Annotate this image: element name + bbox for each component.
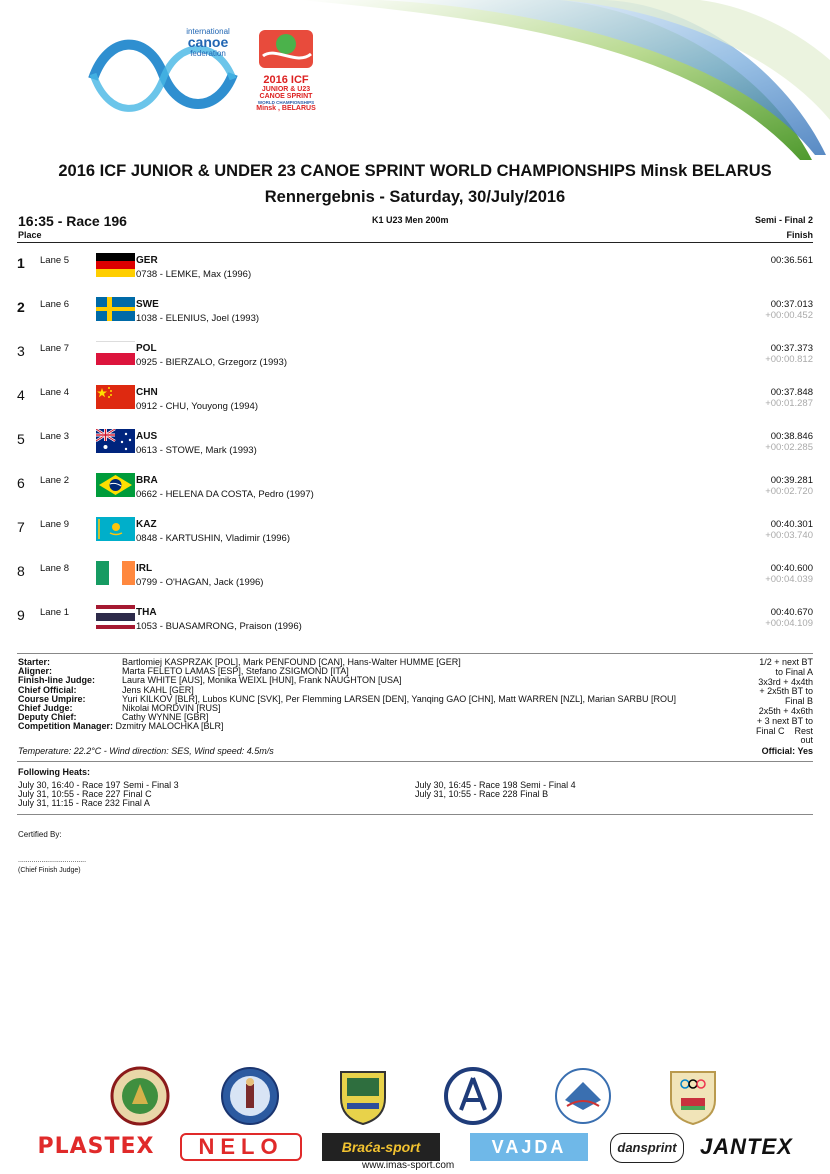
time-behind: +00:00.452: [765, 310, 813, 321]
official-label: Chief Judge:: [18, 703, 73, 714]
sponsor-jantex: JANTEX: [700, 1134, 793, 1159]
progression-line: 2x5th + 4x6th: [758, 705, 813, 716]
official-label: Finish-line Judge:: [18, 675, 96, 686]
following-heat: July 31, 10:55 - Race 228 Final B: [415, 789, 549, 799]
lane: Lane 4: [40, 387, 70, 398]
event-logo-line4: WORLD CHAMPIONSHIPS: [257, 100, 315, 105]
result-row: [0, 605, 830, 649]
page-title: 2016 ICF JUNIOR & UNDER 23 CANOE SPRINT WORLD CHAMPIONSHIPS Minsk BELARUS: [58, 162, 772, 180]
official-value: Yuri KILKOV [BLR], Lubos KUNC [SVK], Per Flemming LARSEN [DEN], Yanqing GAO [CHN], Matt WARREN [NZL], Marian SARBU [ROU]: [122, 693, 676, 704]
progression-line: to Final A: [775, 666, 813, 677]
sponsor-dansprint: dansprint: [610, 1133, 684, 1163]
place: 6: [17, 475, 25, 491]
place: 3: [17, 343, 25, 359]
following-heat: July 31, 10:55 - Race 227 Final C: [18, 789, 152, 799]
lane: Lane 3: [40, 431, 70, 442]
progression-line: Final B: [784, 696, 813, 707]
lane: Lane 8: [40, 563, 70, 574]
athlete: 0925 - BIERZALO, Grzegorz (1993): [136, 357, 288, 368]
progression-line: 1/2 + next BT: [759, 657, 813, 667]
official-label: Aligner:: [18, 666, 53, 677]
header-divider: [17, 242, 813, 243]
place: 1: [17, 255, 25, 271]
time-behind: +00:03.740: [765, 530, 813, 541]
official-label: Starter:: [18, 657, 51, 667]
following-heats-left: [18, 781, 179, 808]
lane: Lane 1: [40, 607, 70, 618]
country: POL: [136, 343, 157, 354]
official-row: [18, 722, 676, 731]
flag-swe-icon: [96, 297, 135, 321]
lane: Lane 2: [40, 475, 70, 486]
lane: Lane 5: [40, 255, 70, 266]
following-heat: July 30, 16:40 - Race 197 Semi - Final 3: [18, 780, 179, 790]
finish-time: 00:36.561: [770, 255, 813, 266]
country: KAZ: [136, 519, 157, 530]
progression-line: + 2x5th BT to: [759, 686, 813, 697]
athlete: 1053 - BUASAMRONG, Praison (1996): [136, 621, 302, 632]
following-divider: [17, 814, 813, 815]
lane: Lane 7: [40, 343, 70, 354]
website-url: www.imas-sport.com: [362, 1160, 455, 1171]
following-heats-title: Following Heats:: [18, 767, 90, 777]
official-value: Laura WHITE [AUS], Monika WEIXL [HUN], Frank NAUGHTON [USA]: [122, 675, 402, 686]
official-row: [18, 695, 676, 704]
athlete: 0848 - KARTUSHIN, Vladimir (1996): [136, 533, 290, 544]
official-value: Bartlomiej KASPRZAK [POL], Mark PENFOUND [CAN], Hans-Walter HUMME [GER]: [122, 657, 461, 667]
athlete: 0799 - O'HAGAN, Jack (1996): [136, 577, 264, 588]
official-value: Dzmitry MALOCHKA [BLR]: [115, 721, 224, 732]
officials-divider: [17, 761, 813, 762]
page-subtitle: Rennergebnis - Saturday, 30/July/2016: [264, 188, 566, 206]
flag-irl-icon: [96, 561, 135, 585]
time-behind: +00:04.039: [765, 574, 813, 585]
official-value: Nikolai MORDVIN [RUS]: [122, 703, 221, 714]
officials-list: [18, 658, 676, 732]
time-behind: +00:00.812: [765, 354, 813, 365]
result-row: [0, 297, 830, 341]
result-row: [0, 429, 830, 473]
progression-line: out: [800, 735, 813, 746]
country: BRA: [136, 475, 158, 486]
icf-org-line3: federation: [190, 49, 226, 58]
place: 7: [17, 519, 25, 535]
sponsor-nelo: NELO: [180, 1133, 302, 1161]
progression-line: + 3 next BT to: [756, 715, 813, 726]
crest-olympic-icon: [663, 1066, 723, 1126]
official-label: Competition Manager:: [18, 721, 114, 732]
sponsor-vajda: VAJDA: [470, 1133, 588, 1161]
country: CHN: [136, 387, 158, 398]
flag-bra-icon: [96, 473, 135, 497]
finish-time: 00:40.600: [770, 563, 813, 574]
official-row: [18, 676, 676, 685]
athlete: 1038 - ELENIUS, Joel (1993): [136, 313, 260, 324]
crest-emblem-icon: [110, 1066, 170, 1126]
race-phase: Semi - Final 2: [754, 215, 813, 225]
finish-header: Finish: [786, 230, 813, 240]
results-divider: [17, 653, 813, 654]
flag-tha-icon: [96, 605, 135, 629]
athlete: 0662 - HELENA DA COSTA, Pedro (1997): [136, 489, 314, 500]
event-logo-line5: Minsk , BELARUS: [256, 105, 316, 112]
finish-time: 00:39.281: [770, 475, 813, 486]
place: 5: [17, 431, 25, 447]
official-value: Jens KAHL [GER]: [122, 684, 194, 695]
time-behind: +00:01.287: [765, 398, 813, 409]
official-value: Marta FELETO LAMAS [ESP], Stefano ZSIGMOND [ITA]: [122, 666, 349, 677]
result-row: [0, 385, 830, 429]
flag-ger-icon: [96, 253, 135, 277]
official-label: Deputy Chief:: [18, 712, 77, 723]
race-time-number: 16:35 - Race 196: [18, 213, 127, 229]
official-label: Chief Official:: [18, 684, 77, 695]
signature-line: ...................................: [18, 857, 87, 864]
time-behind: +00:04.109: [765, 618, 813, 629]
sponsor-plastex: PLASTEX: [37, 1134, 155, 1159]
athlete: 0738 - LEMKE, Max (1996): [136, 269, 252, 280]
country: AUS: [136, 431, 158, 442]
icf-org-line1: international: [186, 27, 230, 36]
time-behind: +00:02.285: [765, 442, 813, 453]
result-row: [0, 341, 830, 385]
crest-federation-icon: [553, 1066, 613, 1126]
weather-conditions: Temperature: 22.2°C - Wind direction: SES, Wind speed: 4.5m/s: [18, 746, 274, 756]
official-status: Official: Yes: [761, 746, 813, 756]
flag-pol-icon: [96, 341, 135, 365]
flag-aus-icon: [96, 429, 135, 453]
event-logo-line2: JUNIOR & U23: [261, 86, 311, 93]
icf-logo: [88, 24, 238, 124]
crest-shield-icon: [333, 1066, 393, 1126]
country: THA: [136, 607, 157, 618]
progression-line: 3x3rd + 4x4th: [758, 676, 813, 687]
athlete: 0912 - CHU, Youyong (1994): [136, 401, 258, 412]
place: 9: [17, 607, 25, 623]
following-heat: July 30, 16:45 - Race 198 Semi - Final 4: [415, 780, 576, 790]
progression-line: Final C Rest: [755, 725, 813, 736]
following-heats-right: [415, 781, 576, 799]
certified-by-label: Certified By:: [18, 830, 62, 839]
lane: Lane 6: [40, 299, 70, 310]
place-header: Place: [18, 230, 42, 240]
progression-rules: [743, 658, 813, 746]
crest-saint-icon: [220, 1066, 280, 1126]
sponsor-braca-sport: Braća-sport: [322, 1133, 440, 1161]
lane: Lane 9: [40, 519, 70, 530]
official-row: [18, 704, 676, 713]
time-behind: +00:02.720: [765, 486, 813, 497]
finish-time: 00:37.013: [770, 299, 813, 310]
place: 4: [17, 387, 25, 403]
finish-time: 00:37.373: [770, 343, 813, 354]
result-row: [0, 253, 830, 297]
finish-time: 00:40.670: [770, 607, 813, 618]
flag-chn-icon: [96, 385, 135, 409]
flag-kaz-icon: [96, 517, 135, 541]
following-heat: July 31, 11:15 - Race 232 Final A: [18, 798, 150, 808]
finish-time: 00:40.301: [770, 519, 813, 530]
place: 2: [17, 299, 25, 315]
finish-time: 00:37.848: [770, 387, 813, 398]
event-logo-line1: 2016 ICF: [263, 74, 309, 86]
country: IRL: [136, 563, 153, 574]
crest-anchor-icon: [443, 1066, 503, 1126]
country: SWE: [136, 299, 159, 310]
result-row: [0, 561, 830, 605]
result-row: [0, 517, 830, 561]
place: 8: [17, 563, 25, 579]
chief-finish-judge-label: (Chief Finish Judge): [18, 867, 81, 874]
event-logo: [255, 26, 317, 116]
athlete: 0613 - STOWE, Mark (1993): [136, 445, 257, 456]
country: GER: [136, 255, 158, 266]
event-logo-line3: CANOE SPRINT: [259, 93, 313, 100]
result-row: [0, 473, 830, 517]
icf-org-line2: canoe: [187, 34, 229, 50]
official-label: Course Umpire:: [18, 693, 86, 704]
event-name: K1 U23 Men 200m: [372, 215, 449, 225]
official-value: Cathy WYNNE [GBR]: [122, 712, 209, 723]
finish-time: 00:38.846: [770, 431, 813, 442]
